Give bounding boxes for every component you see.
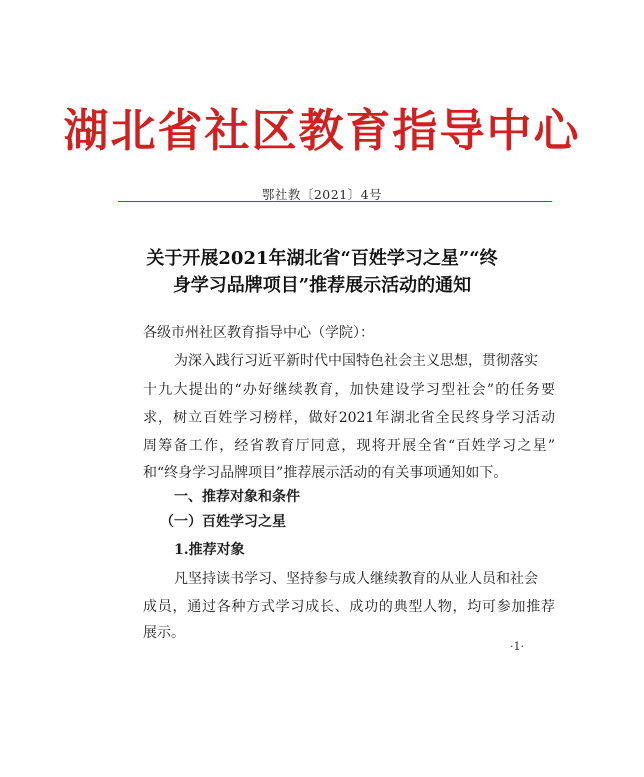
notice-title-line-2: 身学习品牌项目”推荐展示活动的通知 [172, 275, 472, 296]
paragraph-1-line-2: 十九大提出的“办好继续教育，加快建设学习型社会”的任务要 [143, 382, 555, 398]
notice-title [120, 245, 524, 299]
subsection-heading: （一）百姓学习之星 [160, 514, 286, 530]
document-number: 鄂社教〔2021〕4号 [261, 187, 383, 202]
paragraph-1-line-4: 周筹备工作，经省教育厅同意，现将开展全省“百姓学习之星” [143, 438, 555, 454]
paragraph-1-line-3: 求，树立百姓学习榜样，做好2021年湖北省全民终身学习活动 [143, 410, 555, 426]
notice-title-line-1: 关于开展2021年湖北省“百姓学习之星”“终 [146, 248, 498, 269]
item-heading: 1.推荐对象 [174, 542, 245, 558]
paragraph-2-line-1: 凡坚持读书学习、坚持参与成人继续教育的从业人员和社会 [174, 571, 538, 587]
paragraph-1-line-5: 和“终身学习品牌项目”推荐展示活动的有关事项通知如下。 [143, 465, 508, 481]
paragraph-2-line-2: 成员，通过各种方式学习成长、成功的典型人物，均可参加推荐 [143, 599, 555, 615]
page-number: ·1· [510, 640, 524, 653]
paragraph-1-line-1: 为深入践行习近平新时代中国特色社会主义思想，贯彻落实 [174, 353, 538, 369]
section-heading-1: 一、推荐对象和条件 [174, 489, 300, 505]
org-title: 湖北省社区教育指导中心 [63, 104, 581, 157]
red-divider-line [118, 201, 552, 202]
salutation: 各级市州社区教育指导中心（学院）： [143, 325, 374, 341]
paragraph-2-line-3: 展示。 [143, 625, 185, 641]
